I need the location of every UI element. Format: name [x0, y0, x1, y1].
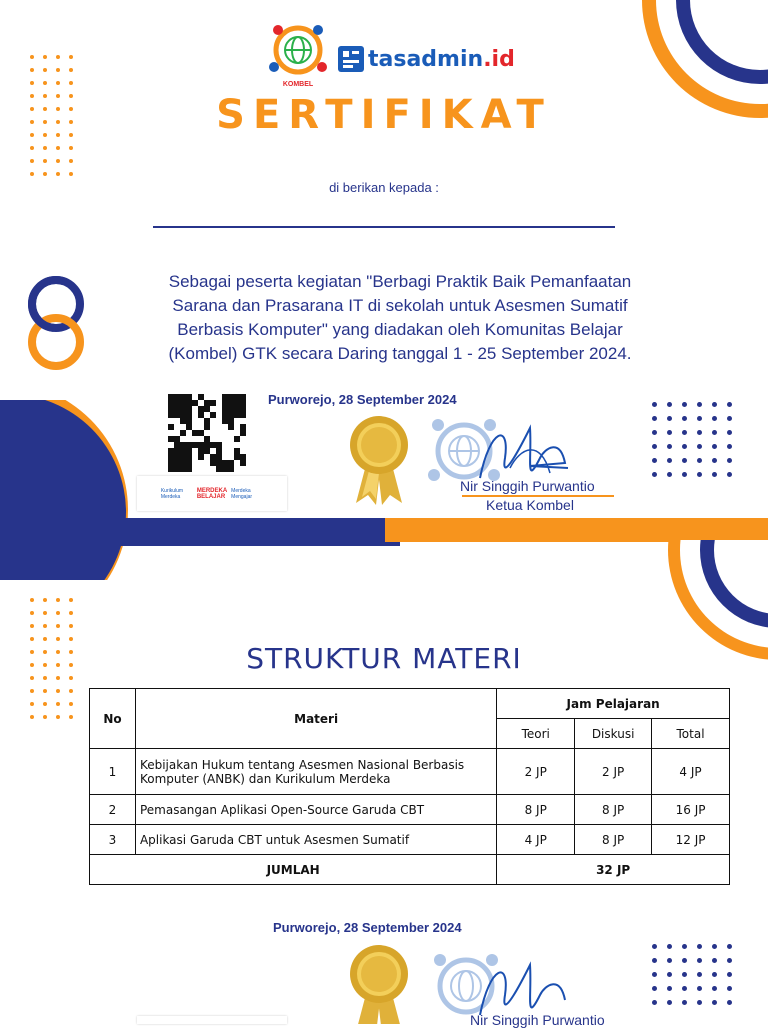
tasadmin-logo-icon	[338, 46, 364, 72]
row-materi: Aplikasi Garuda CBT untuk Asesmen Sumatif	[135, 825, 496, 855]
row-teori: 2 JP	[497, 749, 575, 795]
table-row	[90, 749, 730, 795]
figure-eight-decoration	[26, 272, 86, 374]
table-total-row	[90, 855, 730, 885]
row-no: 1	[90, 749, 136, 795]
row-total: 4 JP	[652, 749, 730, 795]
row-no: 3	[90, 825, 136, 855]
merdeka-mengajar-logo: Merdeka Mengajar	[231, 487, 253, 500]
right-dots-decoration	[652, 402, 732, 477]
signer-role: Ketua Kombel	[486, 497, 574, 513]
header-teori: Teori	[497, 719, 575, 749]
medal-icon	[348, 415, 410, 507]
page2-right-dots-decoration	[652, 944, 732, 1005]
page2-medal-icon	[348, 944, 410, 1024]
table-row	[90, 825, 730, 855]
header-materi: Materi	[135, 689, 496, 749]
row-diskusi: 2 JP	[575, 749, 652, 795]
program-badges	[137, 476, 287, 511]
materi-table	[89, 688, 730, 885]
kombel-logo-text: KOMBEL	[282, 81, 314, 88]
jumlah-label: JUMLAH	[90, 855, 497, 885]
header-no: No	[90, 689, 136, 749]
header-diskusi: Diskusi	[575, 719, 652, 749]
page2-signer-name: Nir Singgih Purwantio	[470, 1012, 605, 1028]
brand-tld: .id	[483, 46, 515, 72]
header-jam-pelajaran: Jam Pelajaran	[497, 689, 730, 719]
row-materi: Pemasangan Aplikasi Open-Source Garuda CBT	[135, 795, 496, 825]
page2-badge-strip	[137, 1016, 287, 1024]
kurikulum-merdeka-logo: Kurikulum Merdeka	[160, 487, 184, 500]
row-diskusi: 8 JP	[575, 825, 652, 855]
page2-place-date: Purworejo, 28 September 2024	[273, 920, 462, 935]
place-date: Purworejo, 28 September 2024	[268, 392, 457, 407]
row-teori: 4 JP	[497, 825, 575, 855]
description-line: Sebagai peserta kegiatan "Berbagi Praktik Baik Pemanfaatan	[168, 272, 632, 291]
merdeka-belajar-logo: MERDEKA BELAJAR	[196, 487, 228, 500]
recipient-name-line	[153, 226, 615, 228]
certificate-description	[100, 270, 700, 366]
row-diskusi: 8 JP	[575, 795, 652, 825]
qr-code	[168, 394, 246, 472]
row-total: 12 JP	[652, 825, 730, 855]
brand-name: tasadmin	[368, 46, 484, 72]
row-no: 2	[90, 795, 136, 825]
bottom-right-band	[385, 518, 768, 542]
description-line: (Kombel) GTK secara Daring tanggal 1 - 25 September 2024.	[168, 344, 632, 363]
row-teori: 8 JP	[497, 795, 575, 825]
materi-title: STRUKTUR MATERI	[246, 642, 522, 675]
given-to-label: di berikan kepada :	[329, 180, 439, 195]
row-materi: Kebijakan Hukum tentang Asesmen Nasional Berbasis Komputer (ANBK) dan Kurikulum Merdeka	[135, 749, 496, 795]
kombel-logo	[266, 22, 330, 88]
table-row	[90, 795, 730, 825]
row-total: 16 JP	[652, 795, 730, 825]
description-line: Berbasis Komputer" yang diadakan oleh Komunitas Belajar	[177, 320, 623, 339]
header-total: Total	[652, 719, 730, 749]
certificate-title: SERTIFIKAT	[216, 92, 552, 138]
signer-name: Nir Singgih Purwantio	[460, 478, 595, 494]
jumlah-value: 32 JP	[497, 855, 730, 885]
description-line: Sarana dan Prasarana IT di sekolah untuk Asesmen Sumatif	[172, 296, 628, 315]
tasadmin-logo	[338, 44, 515, 74]
